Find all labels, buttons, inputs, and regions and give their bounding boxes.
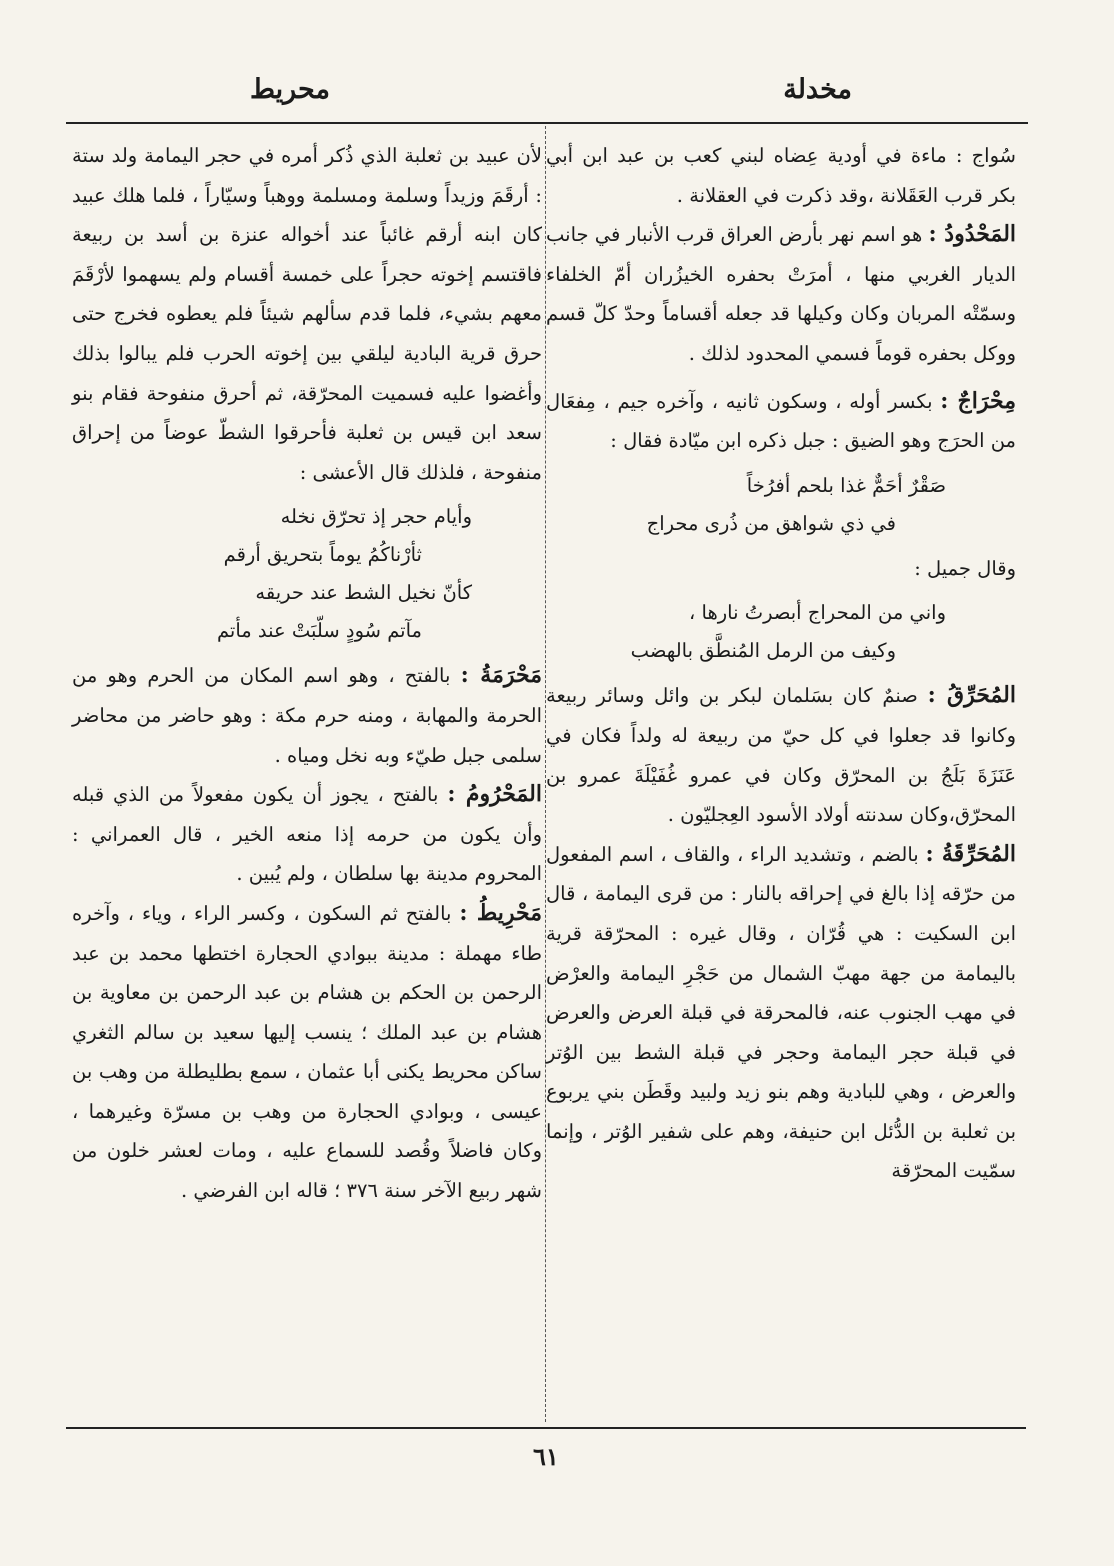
entry-text: بالضم ، وتشديد الراء ، والقاف ، اسم المفعول من حرّقه إذا بالغ في إحراقه بالنار : من قرى اليمامة ، قال ابن السكيت : هي قُرّان ، وقال غيره : المحرّقة قرية باليمامة من جهة مهبّ الشمال من حَجْرِ اليمامة والعرْض في مهب الجنوب عنه، فالمحرقة في قبلة العرض والعرض في قبلة حجر اليمامة وحجر في قبلة الشط بين الوُتر والعرض ، وهي للبادية وهم بنو زيد ولبيد وقَطَن بني يربوع بن ثعلبة بن الدُّئل ابن حنيفة، وهم على شفير الوُتر ، وإنما سمّيت المحرّقة (546, 842, 1016, 1183)
entry-paragraph: لأن عبيد بن ثعلبة الذي ذُكر أمره في حجر اليمامة ولد ستة : أرقَمَ وزيداً وسلمة ومسلمة ووهباً وسيّاراً ، فلما هلك عبيد كان ابنه أرقم غائباً عند أخواله عنزة بن أسد بن ربيعة فاقتسم إخوته حجراً على خمسة أقسام ولم يسهموا لأرْقَمَ معهم بشيء، فلما قدم سألهم شيئاً فلم يعطوه فخرج حتى حرق قرية البادية ليلقي بين إخوته الحرب فلم يبالوا بذلك وأغضوا عليه فسميت المحرّقة، ثم أحرق منفوحة فقام بنو سعد ابن قيس بن ثعلبة فأحرقوا الشطّ عوضاً من إحراق منفوحة ، فلذلك قال الأعشى : (72, 144, 542, 484)
verse-line: ثأرْناكُمُ يوماً بتحريق أرقم (223, 543, 422, 567)
verse-block (546, 594, 1016, 670)
entry-text: صنمٌ كان بسَلمان لبكر بن وائل وسائر ربيعة وكانوا قد جعلوا في كل حيّ من ربيعة له ولداً فكان في عَنَزَةَ بَلَجُ بن المحرّق وكان في عمرو غُفَيْلَةَ عمرو بن المحرّق،وكان سدنته أولاد الأسود العِجليّون . (546, 684, 1016, 827)
entry-paragraph: وقال جميل : (914, 556, 1016, 580)
right-column (546, 136, 1016, 1191)
entry-headword: المَحْدُودُ : (928, 221, 1017, 248)
entry-paragraph (72, 775, 542, 894)
entry-headword: المُحَرِّقَةُ : (925, 840, 1016, 867)
entry-headword: مِحْرَاجٌ : (940, 387, 1016, 414)
entry-text: هو اسم نهر بأرض العراق قرب الأنبار في جانب الديار الغربي منها ، أمرَتْ بحفره الخيزُران أمّ الخلفاء وسمّتْه المربان وكان وكيلها قد جعله أقساماً وحدّ كلّ قسم ووكل بحفره قوماً فسمي المحدود لذلك . (546, 223, 1016, 365)
entry-paragraph (546, 676, 1016, 834)
entry-headword: مَحْرَمَةُ : (460, 662, 542, 689)
entry-headword: المُحَرِّقُ : (927, 682, 1016, 709)
top-rule (66, 122, 1028, 124)
entry-text: بالفتح ، وهو اسم المكان من الحرم وهو من الحرمة والمهابة ، ومنه حرم مكة : وهو حاضر من محاضر سلمى جبل طيّء وبه نخل ومياه . (72, 664, 542, 767)
entry-paragraph (546, 835, 1016, 1191)
entry-paragraph: سُواج : ماءة في أودية عِضاه لبني كعب بن عبد ابن أبي بكر قرب العَقَلانة ،وقد ذكرت في العقلانة . (546, 144, 1016, 207)
entry-text: بكسر أوله ، وسكون ثانيه ، وآخره جيم ، مِفعَال من الحرَج وهو الضيق : جبل ذكره ابن ميّادة فقال : (546, 389, 1016, 453)
entry-paragraph (546, 215, 1016, 373)
verse-line: في ذي شواهق من ذُرى محراج (646, 511, 896, 535)
entry-headword: المَحْرُومُ : (447, 781, 542, 808)
verse-line: واني من المحراج أبصرتُ نارها ، (689, 601, 946, 625)
verse-line: صَقْرٌ أحَمٌّ غذا بلحم أفرُخاً (746, 473, 946, 497)
verse-line: مآتم سُودٍ سلّبَتْ عند مأتم (216, 619, 422, 643)
bottom-rule (66, 1427, 1026, 1429)
entry-paragraph (546, 382, 1016, 461)
verse-line: وأيام حجر إذ تحرّق نخله (280, 505, 472, 529)
verse-line: كأنّ نخيل الشط عند حريقه (255, 581, 472, 605)
running-head-right: مخدلة (783, 74, 852, 105)
verse-line: وكيف من الرمل المُنطَّق بالهضب (630, 639, 896, 663)
entry-text: بالفتح ، يجوز أن يكون مفعولاً من الذي قبله وأن يكون من حرمه إذا منعه الخير ، قال العمراني : المحروم مدينة بها سلطان ، ولم يُبين . (72, 783, 542, 886)
left-column (72, 136, 542, 1211)
verse-block (72, 498, 542, 650)
entry-text: بالفتح ثم السكون ، وكسر الراء ، وياء ، وآخره طاء مهملة : مدينة ببوادي الحجارة اختطها محمد بن عبد الرحمن بن الحكم بن هشام بن عبد الرحمن بن معاوية بن هشام بن عبد الملك ؛ ينسب إليها سعيد بن سالم الثغري ساكن محريط يكنى أبا عثمان ، سمع بطليطلة من وهب بن عيسى ، وبوادي الحجارة من وهب بن مسرّة وغيرهما ، وكان فاضلاً وقُصد للسماع عليه ، ومات لعشر خلون من شهر ربيع الآخر سنة ٣٧٦ ؛ قاله ابن الفرضي . (72, 901, 542, 1203)
verse-block (546, 467, 1016, 543)
entry-headword: مَحْرِيطُ : (459, 899, 542, 926)
entry-paragraph (72, 656, 542, 775)
page-header (0, 68, 1114, 118)
entry-paragraph (72, 894, 542, 1211)
running-head-left: محريط (250, 74, 330, 105)
page-number: ٦١ (533, 1442, 559, 1471)
